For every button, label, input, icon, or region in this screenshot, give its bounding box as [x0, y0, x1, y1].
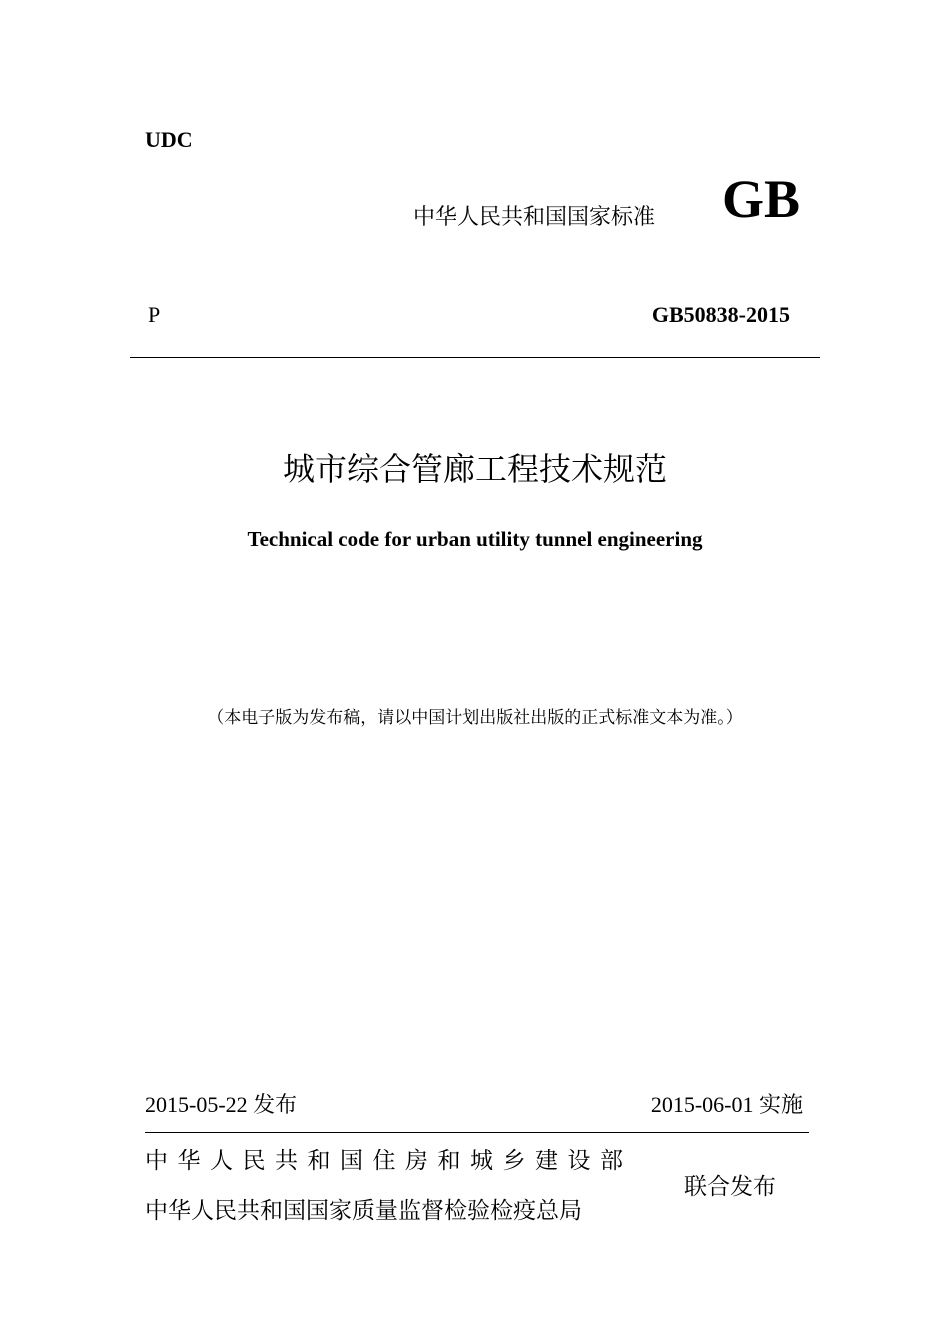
joint-issue-label: 联合发布	[684, 1174, 776, 1200]
udc-label: UDC	[145, 127, 193, 152]
standard-number: GB50838-2015	[651, 302, 790, 327]
document-title-chinese: 城市综合管廊工程技术规范	[282, 450, 667, 488]
issuer-ministry-housing: 中华人民共和国住房和城乡建设部	[145, 1148, 633, 1174]
national-standard-label: 中华人民共和国国家标准	[413, 205, 656, 230]
publish-date: 2015-05-22 发布	[145, 1092, 298, 1117]
footer-divider	[145, 1132, 809, 1133]
gb-mark: GB	[722, 169, 801, 229]
edition-note: （本电子版为发布稿，请以中国计划出版社出版的正式标准文本为准。）	[207, 708, 743, 728]
header-divider	[130, 357, 820, 358]
classification-code: P	[148, 302, 161, 327]
implement-date: 2015-06-01 实施	[650, 1092, 803, 1117]
document-title-english: Technical code for urban utility tunnel engineering	[247, 527, 703, 551]
issuer-quality-inspection: 中华人民共和国国家质量监督检验检疫总局	[145, 1198, 582, 1224]
